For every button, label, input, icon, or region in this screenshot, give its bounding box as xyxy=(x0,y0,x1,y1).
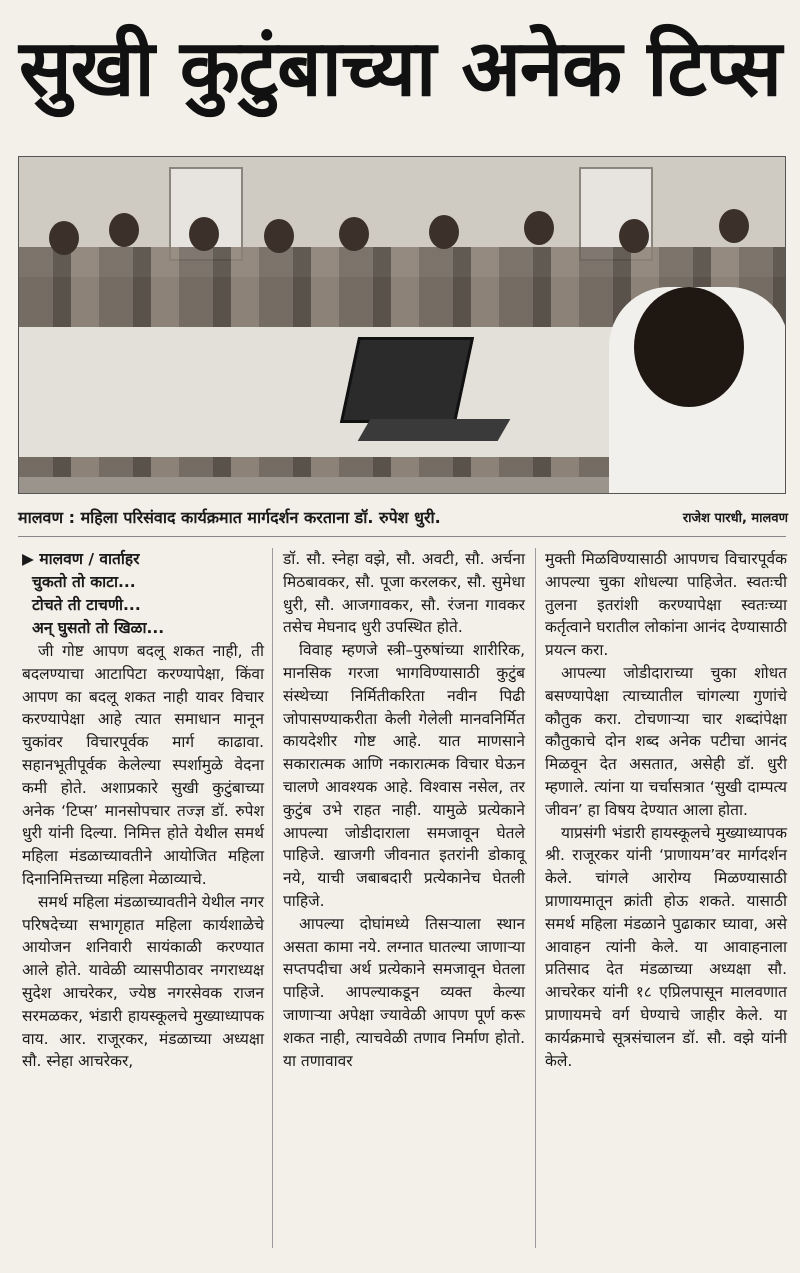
photo-table xyxy=(19,327,639,457)
column-divider xyxy=(535,548,536,1248)
photo-speaker-head xyxy=(634,287,744,407)
paragraph: जी गोष्ट आपण बदलू शकत नाही, ती बदलण्याचा आटापिटा करण्यापेक्षा, किंवा आपण का बदलू शकत नाही यावर विचार करण्यापेक्षा आहे त्यात समाधान मानून चुकांवर विचारपूर्वक मार्ग काढावा. सहानभूतीपूर्वक केलेल्या स्पर्शामुळे वेदना कमी होते. अशाप्रकारे सुखी कुटुंबाच्या अनेक ‘टिप्स’ मानसोपचार तज्ज्ञ डॉ. रुपेश धुरी यांनी दिल्या. निमित्त होते येथील समर्थ महिला मंडळाच्यावतीने आयोजित महिला दिनानिमित्तच्या महिला मेळाव्याचे. xyxy=(22,642,264,888)
caption-divider xyxy=(18,536,786,537)
paragraph: मुक्ती मिळविण्यासाठी आपणच विचारपूर्वक आपल्या चुका शोधल्या पाहिजेत. स्वतःची तुलना इतरांशी करण्यापेक्षा स्वतःच्या कर्तृत्वाने घरातील लोकांना आनंद देण्यासाठी प्रयत्न करा. xyxy=(545,550,787,660)
event-photo xyxy=(18,156,786,494)
article-column-2 xyxy=(283,548,525,1072)
photo-head xyxy=(49,221,79,255)
dateline: ▶ मालवण / वार्ताहर xyxy=(22,550,140,568)
lead-line: चुकतो तो काटा... xyxy=(32,573,136,591)
photo-head xyxy=(429,215,459,249)
photo-head xyxy=(339,217,369,251)
paragraph: आपल्या दोघांमध्ये तिसऱ्याला स्थान असता कामा नये. लग्नात घातल्या जाणाऱ्या सप्तपदीचा अर्थ प्रत्येकाने समजावून घेतला पाहिजे. आपल्याकडून व्यक्त केल्या जाणाऱ्या अपेक्षा ज्यावेळी आपण पूर्ण करू शकत नाही, त्याचवेळी तणाव निर्माण होतो. या तणावावर xyxy=(283,914,525,1070)
photo-caption: मालवण : महिला परिसंवाद कार्यक्रमात मार्गदर्शन करताना डॉ. रुपेश धुरी. xyxy=(18,508,441,527)
headline: सुखी कुटुंबाच्या अनेक टिप्स xyxy=(18,24,781,114)
photo-head xyxy=(719,209,749,243)
lead-line: अन्‌ घुसतो तो खिळा... xyxy=(32,619,165,637)
lead-line: टोचते ती टाचणी... xyxy=(32,596,141,614)
photo-caption-row xyxy=(18,506,788,536)
photo-laptop-base xyxy=(358,419,511,441)
photo-head xyxy=(524,211,554,245)
photo-head xyxy=(264,219,294,253)
paragraph: आपल्या जोडीदाराच्या चुका शोधत बसण्यापेक्षा त्याच्यातील चांगल्या गुणांचे कौतुक करा. टोचणाऱ्या चार शब्दांपेक्षा कौतुकाचे दोन शब्द अनेक पटीचा आनंद मिळवून देत असतात, असेही डॉ. धुरी म्हणाले. त्यांना या चर्चासत्रात ‘सुखी दाम्पत्य जीवन’ हा विषय देण्यात आला होता. xyxy=(545,663,787,819)
photo-head xyxy=(109,213,139,247)
photo-laptop xyxy=(340,337,474,423)
photo-credit: राजेश पारधी, मालवण xyxy=(682,511,788,526)
photo-head xyxy=(619,219,649,253)
article-column-1 xyxy=(22,548,264,1073)
article-column-3 xyxy=(545,548,787,1072)
paragraph: समर्थ महिला मंडळाच्यावतीने येथील नगर परिषदेच्या सभागृहात महिला कार्यशाळेचे आयोजन शनिवारी सायंकाळी करण्यात आले होते. यावेळी व्यासपीठावर नगराध्यक्ष सुदेश आचरेकर, ज्येष्ठ नगरसेवक राजन सरमळकर, भंडारी हायस्कूलचे मुख्याध्यापक वाय. आर. राजूरकर, मंडळाच्या अध्यक्षा सौ. स्नेहा आचरेकर, xyxy=(22,892,264,1071)
column-divider xyxy=(272,548,273,1248)
paragraph: याप्रसंगी भंडारी हायस्कूलचे मुख्याध्यापक श्री. राजूरकर यांनी ‘प्राणायम’वर मार्गदर्शन केले. चांगले आरोग्य मिळण्यासाठी प्राणायमातून क्रांती होऊ शकते. यासाठी समर्थ महिला मंडळाने पुढाकार घ्यावा, असे आवाहन त्यांनी केले. या आवाहनाला प्रतिसाद देत मंडळाच्या अध्यक्षा सौ. आचरेकर यांनी १८ एप्रिलपासून मालवणात प्राणायमचे वर्ग घेण्याचे जाहीर केले. या कार्यक्रमाचे सूत्रसंचालन डॉ. सौ. वझे यांनी केले. xyxy=(545,823,787,1070)
paragraph: विवाह म्हणजे स्त्री–पुरुषांच्या शारीरिक, मानसिक गरजा भागविण्यासाठी कुटुंब संस्थेच्या निर्मितीकरिता नवीन पिढी जोपासण्याकरीता केली गेलेली मानवनिर्मित कायदेशीर गोष्ट आहे. यात माणसाने सकारात्मक आणि नकारात्मक विचार घेऊन चालणे आवश्यक आहे. विश्वास नसेल, तर कुटुंब उभे राहत नाही. यामुळे प्रत्येकाने आपल्या जोडीदाराला समजावून घेतले पाहिजे. खाजगी जीवनात इतरांनी डोकावू नये, याची जबाबदारी प्रत्येकानेच घेतली पाहिजे. xyxy=(283,641,525,910)
photo-head xyxy=(189,217,219,251)
paragraph: डॉ. सौ. स्नेहा वझे, सौ. अवटी, सौ. अर्चना मिठबावकर, सौ. पूजा करलकर, सौ. सुमेधा धुरी, सौ. आजगावकर, सौ. रंजना गावकर तसेच मेघनाद धुरी उपस्थित होते. xyxy=(283,550,525,637)
